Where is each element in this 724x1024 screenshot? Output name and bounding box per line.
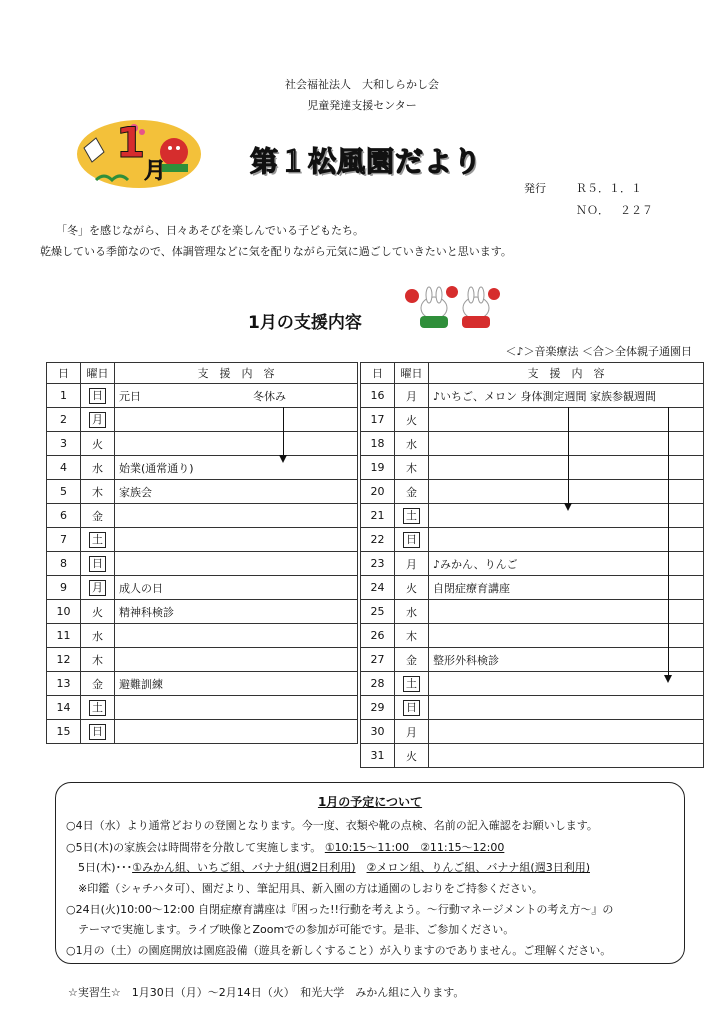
support-content <box>429 696 704 720</box>
schedule-line-3: 5日(木)･･･①みかん組、いちご組、バナナ組(週2日利用) ②メロン組、りんご組、バナナ組(週3日利用) <box>78 861 590 874</box>
table-row <box>361 696 704 720</box>
weekday <box>395 648 429 672</box>
table-row <box>47 456 358 480</box>
table-row <box>361 384 704 408</box>
issue-date: Ｒ５．１．１ <box>576 182 642 195</box>
table-row <box>361 408 704 432</box>
weekday <box>81 456 115 480</box>
weekday-label: 木 <box>406 461 417 475</box>
table-row <box>47 408 358 432</box>
table-row <box>47 672 358 696</box>
day-number: 23 <box>361 552 395 576</box>
day-number: 8 <box>47 552 81 576</box>
support-content <box>429 384 704 408</box>
support-content <box>115 528 358 552</box>
table-row <box>361 480 704 504</box>
weekday <box>395 624 429 648</box>
support-content <box>115 480 358 504</box>
header-day: 日 <box>361 363 395 384</box>
support-content <box>429 528 704 552</box>
day-number: 3 <box>47 432 81 456</box>
day-number: 18 <box>361 432 395 456</box>
header-content: 支 援 内 容 <box>115 363 358 384</box>
table-header-row <box>47 363 358 384</box>
newsletter-title: 第１松風園だより <box>250 145 483 178</box>
header-day: 日 <box>47 363 81 384</box>
day-number: 21 <box>361 504 395 528</box>
schedule-line-1: ○4日（水）より通常どおりの登園となります。今一度、衣類や靴の点検、名前の記入確認をお願いします。 <box>66 819 598 832</box>
month-badge <box>76 118 202 190</box>
day-number: 12 <box>47 648 81 672</box>
arrow-head-icon <box>664 675 672 683</box>
weekday <box>81 432 115 456</box>
table-row <box>361 576 704 600</box>
holiday-weekday: 月 <box>89 412 106 428</box>
arrow-head-icon <box>564 503 572 511</box>
table-row <box>361 720 704 744</box>
intro-line-2: 乾燥している季節なので、体調管理などに気を配りながら元気に過ごしていきたいと思います。 <box>40 245 512 258</box>
day-number: 10 <box>47 600 81 624</box>
support-content <box>115 408 358 432</box>
table-row <box>47 552 358 576</box>
weekday <box>81 720 115 744</box>
weekday-label: 木 <box>92 485 103 499</box>
schedule-line-5: ○24日(火)10:00～12:00 自閉症療育講座は『困った!!行動を考えよう。～行動マネージメントの考え方～』の <box>66 903 614 916</box>
day-number: 29 <box>361 696 395 720</box>
support-content <box>429 672 704 696</box>
support-content <box>429 456 704 480</box>
support-content <box>115 456 358 480</box>
weekday-label: 金 <box>92 677 103 691</box>
day-number: 1 <box>47 384 81 408</box>
weekday <box>395 504 429 528</box>
schedule-line-6: テーマで実施します。ライブ映像とZoomでの参加が可能です。是非、ご参加ください。 <box>78 923 515 936</box>
support-content <box>429 408 704 432</box>
weekday <box>395 528 429 552</box>
table-row <box>47 576 358 600</box>
weekday <box>81 552 115 576</box>
weekday-label: 火 <box>92 605 103 619</box>
schedule-box <box>55 782 685 964</box>
support-content-text: 元日 <box>119 389 141 403</box>
table-row <box>47 384 358 408</box>
support-content <box>115 600 358 624</box>
arrow-head-icon <box>279 455 287 463</box>
weekday <box>395 408 429 432</box>
day-number: 2 <box>47 408 81 432</box>
holiday-weekday: 日 <box>403 700 420 716</box>
support-content-note: 冬休み <box>253 389 286 403</box>
day-number: 20 <box>361 480 395 504</box>
day-number: 7 <box>47 528 81 552</box>
weekday <box>395 672 429 696</box>
weekday <box>81 528 115 552</box>
weekday-label: 火 <box>406 413 417 427</box>
table-row <box>47 528 358 552</box>
schedule-line-7: ○1月の（土）の園庭開放は園庭設備（遊具を新しくすること）が入りますのでありません。ご理解ください。 <box>66 944 612 957</box>
holiday-weekday: 土 <box>89 700 106 716</box>
weekday-label: 月 <box>406 389 417 403</box>
day-number: 17 <box>361 408 395 432</box>
table-row <box>361 648 704 672</box>
support-content <box>429 480 704 504</box>
weekday-label: 水 <box>92 461 103 475</box>
holiday-weekday: 土 <box>403 676 420 692</box>
weekday <box>395 456 429 480</box>
weekday-label: 金 <box>406 653 417 667</box>
support-content <box>115 672 358 696</box>
weekday-label: 月 <box>406 725 417 739</box>
center-name: 児童発達支援センター <box>307 99 417 112</box>
weekday <box>81 672 115 696</box>
schedule-line-2: ○5日(木)の家族会は時間帯を分散して実施します。 ①10:15～11:00 ②11:15～12:00 <box>66 841 505 854</box>
support-content <box>429 576 704 600</box>
day-number: 22 <box>361 528 395 552</box>
day-number: 27 <box>361 648 395 672</box>
issue-label: 発行 <box>524 182 546 195</box>
support-content-text: 成人の日 <box>119 581 163 595</box>
table-header-row <box>361 363 704 384</box>
header-weekday: 曜日 <box>81 363 115 384</box>
month-number: 1 <box>116 118 146 167</box>
table-row <box>47 480 358 504</box>
holiday-weekday: 日 <box>89 724 106 740</box>
weekday <box>81 408 115 432</box>
day-number: 30 <box>361 720 395 744</box>
schedule-title: 1月の予定について <box>317 795 423 809</box>
support-content <box>115 696 358 720</box>
support-content-text: 整形外科検診 <box>433 653 499 667</box>
holiday-weekday: 日 <box>403 532 420 548</box>
weekday-label: 水 <box>406 605 417 619</box>
weekday <box>395 480 429 504</box>
day-number: 26 <box>361 624 395 648</box>
section-title: 1月の支援内容 <box>248 313 362 333</box>
rabbit-icon <box>402 284 506 330</box>
arrow-observation-week <box>668 407 669 675</box>
holiday-weekday: 月 <box>89 580 106 596</box>
day-number: 13 <box>47 672 81 696</box>
day-number: 28 <box>361 672 395 696</box>
intern-note: ☆実習生☆ 1月30日（月）～2月14日（火） 和光大学 みかん組に入ります。 <box>68 986 465 999</box>
table-row <box>361 504 704 528</box>
day-number: 11 <box>47 624 81 648</box>
rabbits-illustration <box>402 284 506 330</box>
table-row <box>361 600 704 624</box>
issue-no-value: ２２７ <box>620 204 653 217</box>
weekday <box>81 480 115 504</box>
weekday-label: 水 <box>406 437 417 451</box>
weekday <box>81 384 115 408</box>
support-content <box>115 624 358 648</box>
support-content <box>115 648 358 672</box>
table-row <box>361 432 704 456</box>
support-content-text: 精神科検診 <box>119 605 174 619</box>
support-content <box>429 600 704 624</box>
holiday-weekday: 土 <box>89 532 106 548</box>
weekday <box>395 384 429 408</box>
weekday <box>395 576 429 600</box>
org-name: 社会福祉法人 大和しらかし会 <box>285 78 439 91</box>
table-row <box>47 432 358 456</box>
holiday-weekday: 日 <box>89 556 106 572</box>
table-row <box>47 600 358 624</box>
table-row <box>361 456 704 480</box>
arrow-winter-break <box>283 407 284 455</box>
support-content <box>115 552 358 576</box>
day-number: 15 <box>47 720 81 744</box>
day-number: 24 <box>361 576 395 600</box>
day-number: 6 <box>47 504 81 528</box>
support-content <box>115 576 358 600</box>
holiday-weekday: 日 <box>89 388 106 404</box>
table-row <box>361 744 704 768</box>
support-content <box>115 504 358 528</box>
calendar-table-right <box>360 362 704 768</box>
table-row <box>361 552 704 576</box>
weekday-label: 水 <box>92 629 103 643</box>
table-row <box>47 696 358 720</box>
month-unit: 月 <box>144 159 167 184</box>
support-content <box>429 624 704 648</box>
support-content <box>429 552 704 576</box>
support-content-text: 自閉症療育講座 <box>433 581 510 595</box>
day-number: 4 <box>47 456 81 480</box>
support-content <box>429 744 704 768</box>
weekday <box>395 552 429 576</box>
support-content-text: ♪いちご、メロン 身体測定週間 家族参観週間 <box>433 389 657 403</box>
day-number: 31 <box>361 744 395 768</box>
legend: ＜♪＞音楽療法 ＜合＞全体親子通園日 <box>505 345 692 358</box>
issue-no-label: ＮＯ． <box>576 204 609 217</box>
schedule-line-4: ※印鑑（シャチハタ可）、園だより、筆記用具、新入園の方は通園のしおりをご持参ください。 <box>78 882 543 895</box>
weekday-label: 火 <box>406 749 417 763</box>
weekday-label: 火 <box>92 437 103 451</box>
day-number: 19 <box>361 456 395 480</box>
day-number: 25 <box>361 600 395 624</box>
weekday <box>395 696 429 720</box>
support-content <box>115 432 358 456</box>
weekday-label: 月 <box>406 557 417 571</box>
support-content-text: ♪みかん、りんご <box>433 557 518 571</box>
table-row <box>361 528 704 552</box>
support-content-text: 避難訓練 <box>119 677 163 691</box>
weekday <box>81 624 115 648</box>
day-number: 5 <box>47 480 81 504</box>
holiday-weekday: 土 <box>403 508 420 524</box>
weekday-label: 火 <box>406 581 417 595</box>
support-content <box>115 720 358 744</box>
support-content <box>429 720 704 744</box>
day-number: 16 <box>361 384 395 408</box>
intro-line-1: 「冬」を感じながら、日々あそびを楽しんでいる子どもたち。 <box>56 224 364 237</box>
header-content: 支 援 内 容 <box>429 363 704 384</box>
support-content <box>429 648 704 672</box>
weekday-label: 金 <box>92 509 103 523</box>
weekday <box>81 576 115 600</box>
day-number: 14 <box>47 696 81 720</box>
table-row <box>361 672 704 696</box>
weekday-label: 金 <box>406 485 417 499</box>
weekday-label: 木 <box>92 653 103 667</box>
day-number: 9 <box>47 576 81 600</box>
table-row <box>47 624 358 648</box>
weekday-label: 木 <box>406 629 417 643</box>
support-content <box>429 432 704 456</box>
arrow-measurement-week <box>568 407 569 503</box>
weekday <box>81 648 115 672</box>
table-row <box>361 624 704 648</box>
weekday <box>395 720 429 744</box>
table-row <box>47 648 358 672</box>
calendar-table-left <box>46 362 358 744</box>
header-weekday: 曜日 <box>395 363 429 384</box>
weekday <box>395 600 429 624</box>
support-content-text: 家族会 <box>119 485 152 499</box>
weekday <box>81 504 115 528</box>
weekday <box>395 432 429 456</box>
weekday <box>81 600 115 624</box>
support-content-text: 始業(通常通り) <box>119 461 194 475</box>
support-content <box>115 384 358 408</box>
weekday <box>395 744 429 768</box>
table-row <box>47 720 358 744</box>
table-row <box>47 504 358 528</box>
weekday <box>81 696 115 720</box>
